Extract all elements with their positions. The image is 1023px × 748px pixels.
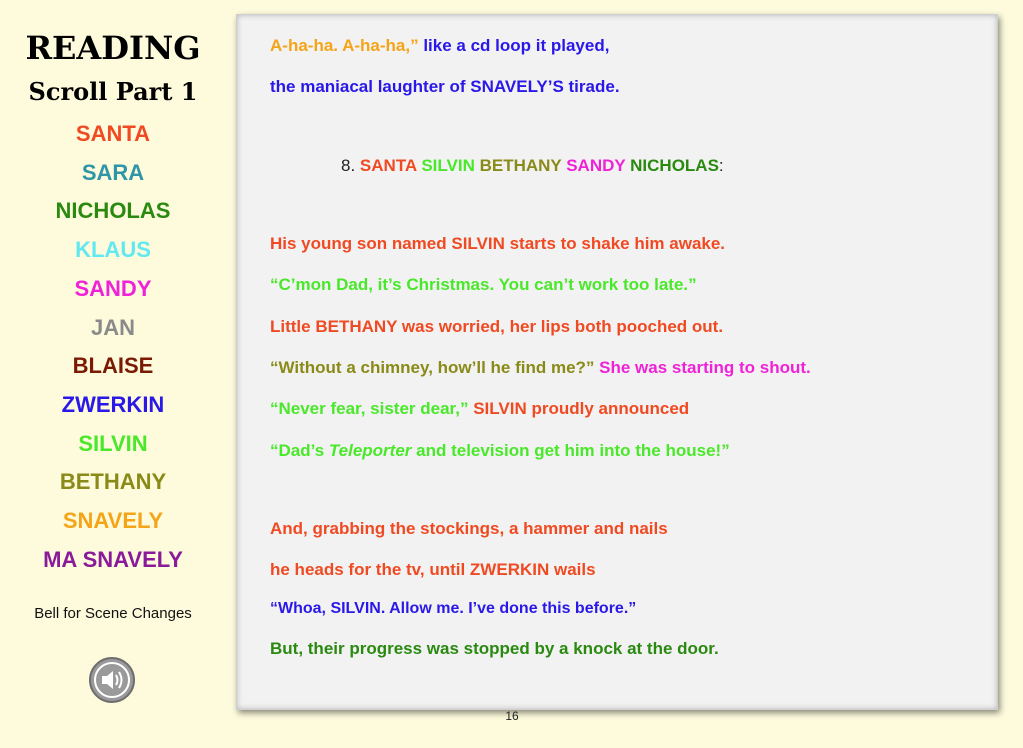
- character-ma-snavely: MA SNAVELY: [43, 546, 183, 572]
- bethany-quote: “Without a chimney, how’ll he find me?”: [270, 358, 595, 377]
- line-8-end: and television get him into the house!”: [411, 441, 730, 460]
- character-klaus: KLAUS: [75, 237, 151, 263]
- cue-silvin: SILVIN: [421, 156, 475, 175]
- script-line-7: [270, 398, 689, 420]
- script-line-10: he heads for the tv, until ZWERKIN wails: [270, 560, 596, 579]
- script-line-3: His young son named SILVIN starts to shake him awake.: [270, 234, 726, 253]
- character-sara: SARA: [81, 159, 145, 185]
- script-line-2: the maniacal laughter of SNAVELY’S tirade.: [270, 77, 620, 96]
- cue-santa: SANTA: [359, 156, 417, 175]
- script-line-8: [270, 440, 730, 462]
- cue-bethany: BETHANY: [479, 156, 562, 175]
- character-silvin: SILVIN: [78, 430, 148, 456]
- line-6-rest: She was starting to shout.: [594, 358, 811, 377]
- cue-number: 8.: [341, 156, 356, 175]
- character-sidebar: [0, 0, 226, 748]
- character-zwerkin: ZWERKIN: [61, 391, 165, 417]
- cue-line: [341, 155, 724, 177]
- cue-colon: :: [718, 156, 724, 175]
- teleporter-word: Teleporter: [328, 441, 412, 460]
- script-line-11: “Whoa, SILVIN. Allow me. I’ve done this before.”: [270, 600, 637, 617]
- script-line-5: Little BETHANY was worried, her lips both pooched out.: [270, 317, 724, 336]
- line-1-rest: like a cd loop it played,: [418, 36, 610, 55]
- snavely-laugh: A-ha-ha. A-ha-ha,”: [270, 36, 419, 55]
- script-line-9: And, grabbing the stockings, a hammer and nails: [270, 519, 668, 538]
- cue-sandy: SANDY: [566, 156, 626, 175]
- speaker-icon: [91, 659, 133, 701]
- script-line-1: [270, 35, 609, 57]
- line-7-rest: SILVIN proudly announced: [468, 399, 690, 418]
- script-line-6: [270, 357, 811, 379]
- character-sandy: SANDY: [74, 275, 152, 301]
- character-blaise: BLAISE: [72, 353, 154, 379]
- character-santa: SANTA: [75, 121, 151, 146]
- silvin-quote: “Never fear, sister dear,”: [270, 399, 469, 418]
- script-line-4: “C’mon Dad, it’s Christmas. You can’t work too late.”: [270, 275, 697, 294]
- bell-sound-button[interactable]: [89, 657, 135, 703]
- scroll-subtitle: Scroll Part 1: [28, 77, 198, 106]
- cue-nicholas: NICHOLAS: [630, 156, 719, 175]
- script-line-12: But, their progress was stopped by a knock at the door.: [270, 639, 719, 658]
- reading-title: READING: [25, 29, 201, 67]
- page-number: 16: [505, 709, 519, 723]
- character-nicholas: NICHOLAS: [55, 198, 171, 224]
- character-jan: JAN: [90, 314, 135, 340]
- line-8-start: “Dad’s: [270, 441, 329, 460]
- bell-label: Bell for Scene Changes: [34, 605, 192, 622]
- character-snavely: SNAVELY: [62, 508, 164, 533]
- character-bethany: BETHANY: [59, 469, 167, 495]
